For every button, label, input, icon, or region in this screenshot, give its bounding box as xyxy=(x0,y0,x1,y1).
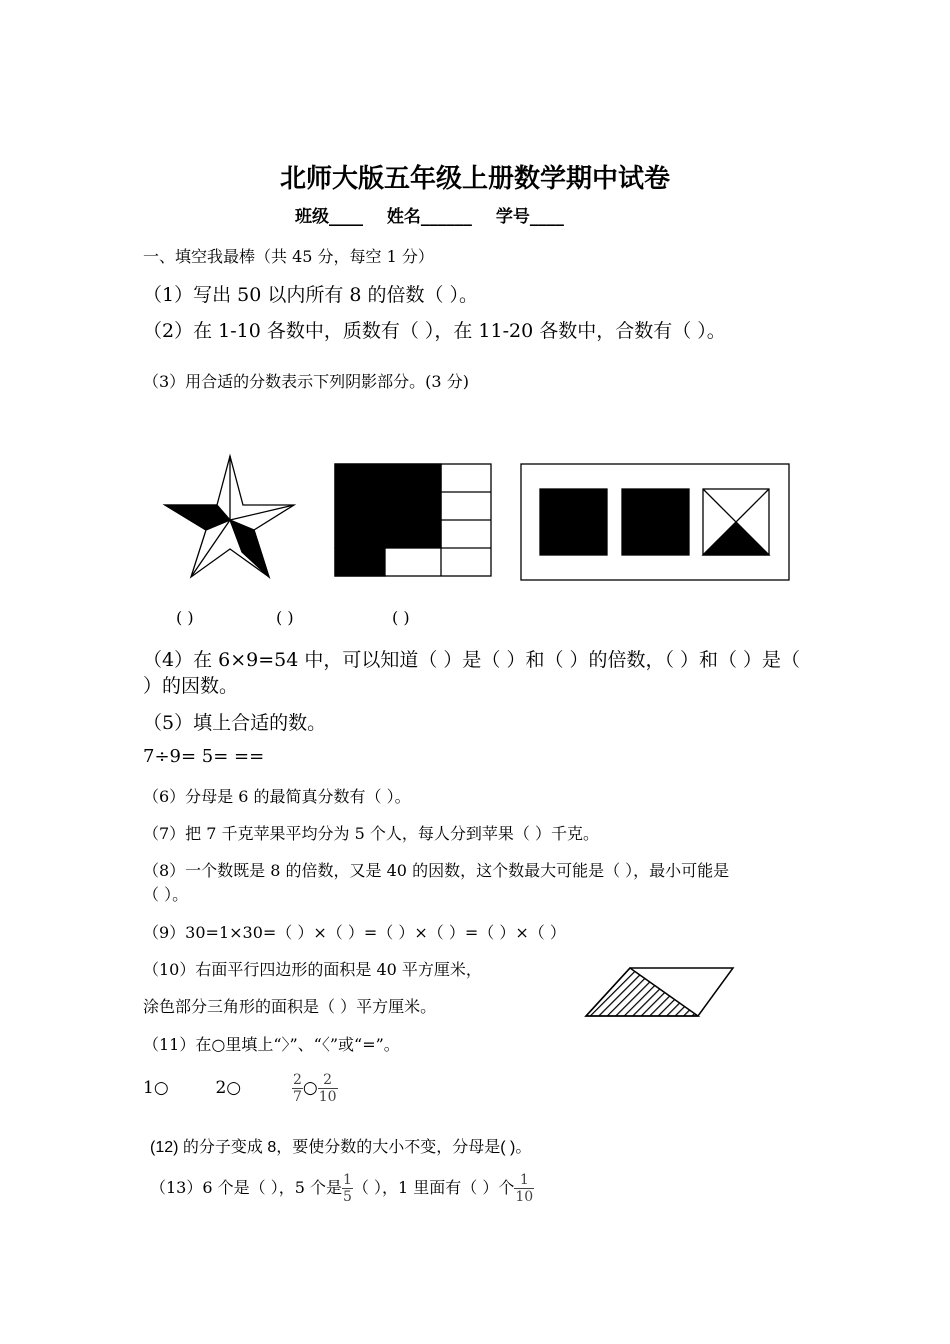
question-12: (12) 的分子变成 8，要使分数的大小不变，分母是( )。 xyxy=(150,1139,532,1156)
question-8-line-2: （ ）。 xyxy=(143,885,189,904)
question-5: （5）填上合适的数。 xyxy=(143,712,327,734)
q3-figures xyxy=(155,450,805,590)
question-6: （6）分母是 6 的最简真分数有（ ）。 xyxy=(143,787,411,806)
q3-answer-3: ( ) xyxy=(392,608,410,627)
q11-item-b: 2○ xyxy=(215,1078,242,1098)
section-heading: 一、填空我最棒（共 45 分，每空 1 分） xyxy=(143,247,434,266)
q13-fraction-2: $\frac{1}{10}$ xyxy=(515,1172,534,1205)
question-11: （11）在○里填上“〉”、“〈”或“=”。 xyxy=(143,1035,400,1054)
parallelogram-figure xyxy=(582,964,738,1022)
q11-item-a: 1○ xyxy=(143,1078,169,1098)
question-5-expression: 7÷9= 5= == xyxy=(143,746,265,767)
question-4-line-2: ）的因数。 xyxy=(143,675,239,697)
star-figure xyxy=(165,456,294,577)
student-id-field: 学号____ xyxy=(495,207,564,227)
q13-fraction-1: $\frac{1}{5}$ xyxy=(342,1172,352,1205)
student-info xyxy=(295,202,582,227)
question-7: （7）把 7 千克苹果平均分为 5 个人，每人分到苹果（ ）千克。 xyxy=(143,824,599,843)
question-2: （2）在 1-10 各数中，质数有（ ），在 11-20 各数中，合数有（ ）。 xyxy=(143,320,726,342)
q11-fraction-2: $\frac{2}{10}$ xyxy=(318,1072,337,1105)
q3-answer-2: ( ) xyxy=(276,608,294,627)
question-4-line-1: （4）在 6×9=54 中，可以知道（ ）是（ ）和（ ）的倍数，（ ）和（ ）是（ xyxy=(143,649,801,671)
squares-figure xyxy=(521,464,789,580)
question-11-items xyxy=(143,1072,338,1105)
q3-answer-1: ( ) xyxy=(176,608,194,627)
question-10-line-1: （10）右面平行四边形的面积是 40 平方厘米， xyxy=(143,960,482,979)
question-10-line-2: 涂色部分三角形的面积是（ ）平方厘米。 xyxy=(143,997,437,1016)
q11-circle: ○ xyxy=(302,1078,318,1098)
name-field: 姓名______ xyxy=(386,207,472,227)
question-1: （1）写出 50 以内所有 8 的倍数（ ）。 xyxy=(143,284,479,306)
grid-rectangle-figure xyxy=(335,464,491,576)
class-field: 班级____ xyxy=(295,207,363,227)
question-8-line-1: （8）一个数既是 8 的倍数，又是 40 的因数，这个数最大可能是（ ），最小可能是 xyxy=(143,861,730,880)
q11-fraction-1: $\frac{2}{7}$ xyxy=(292,1072,302,1105)
question-9: （9）30=1×30=（ ）×（ ）=（ ）×（ ）=（ ）×（ ） xyxy=(143,923,566,942)
question-13 xyxy=(150,1172,534,1205)
question-3: （3）用合适的分数表示下列阴影部分。(3 分) xyxy=(143,372,469,391)
page-title: 北师大版五年级上册数学期中试卷 xyxy=(279,164,670,194)
q13-text-b: （ ），1 里面有（ ）个 xyxy=(352,1178,515,1197)
q13-text-a: （13）6 个是（ ），5 个是 xyxy=(150,1178,342,1197)
